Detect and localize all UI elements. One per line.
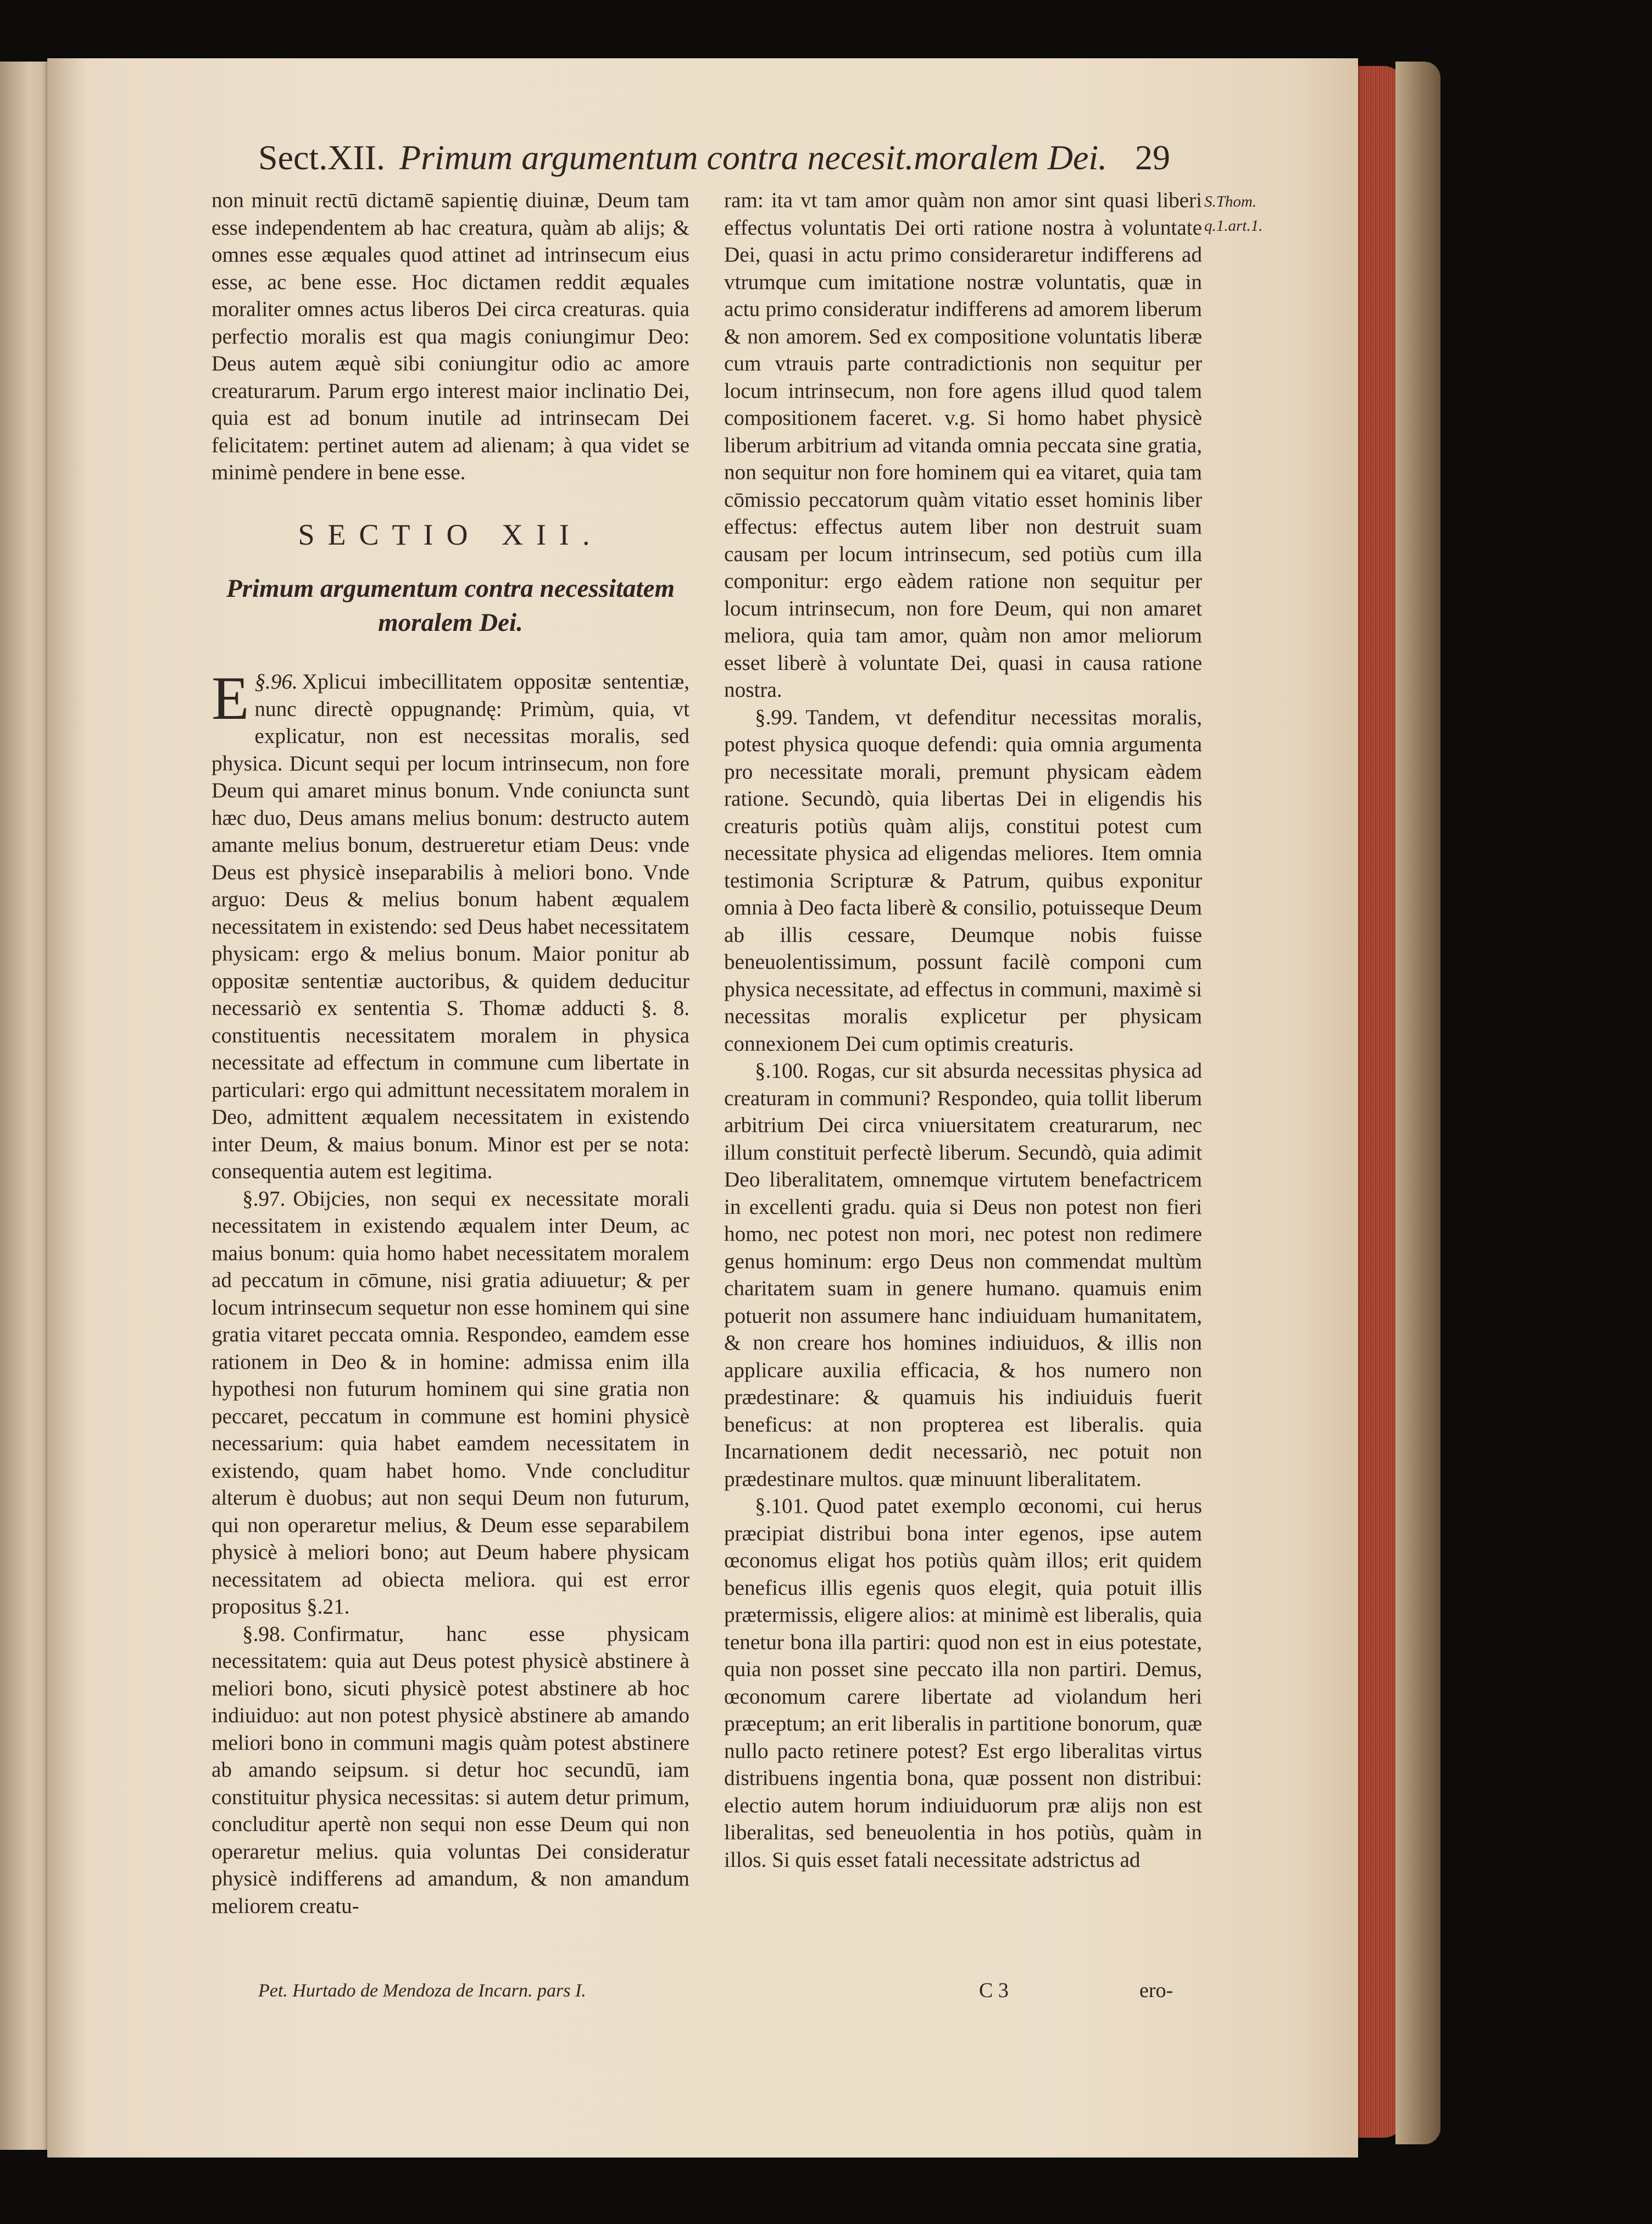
paragraph-text: Xplicui imbecillitatem oppositæ sententiæ, nunc directè oppugnandę: Primùm, quia, vt explicatur, non est necessitas moralis, sed physica. Dicunt sequi per locum intrinsecum, non fore Deum qui amaret minus bonum. Vnde coniuncta sunt hæc duo, Deus amans melius bonum: destructo autem amante melius bonum, destrueretur etiam Deus: vnde Deus est physicè inseparabilis à meliori bono. Vnde arguo: Deus & melius bonum habent æqualem necessitatem in existendo: sed Deus habet necessitatem physicam: ergo & melius bonum. Maior ponitur ab oppositæ sententiæ auctoribus, & quidem deducitur necessariò ex sententia S. Thomæ adducti §. 8. constituentis necessitatem moralem in physica necessitate ad effectum in commune cum libertate in particulari: ergo qui admittunt necessitatem moralem in Deo, admittent æqualem necessitatem in existendo inter Deum, & maius bonum. Minor est per se nota: consequentia autem est legitima. <box>212 670 689 1183</box>
drop-cap: E <box>212 664 249 733</box>
paragraph-text: Obijcies, non sequi ex necessitate morali necessitatem in existendo æqualem inter Deum, ac maius bonum: quia homo habet necessitatem moralem ad peccatum in cōmune, nisi gratia adiuuetur; & per locum intrinsecum sequetur non esse hominem qui sine gratia vitaret peccata omnia. Respondeo, eamdem esse rationem in Deo & in homine: admissa enim illa hypothesi non futurum hominem qui sine gratia non peccaret, peccatum in commune est homini physicè necessarium: quia habet eamdem necessitatem in existendo, quam habet homo. Vnde concluditur alterum è duobus; aut non sequi Deum non futurum, qui non operaretur melius, & Deum esse separabilem physicè à meliori bono; aut Deum habere physicam necessitatem ad obiecta meliora. qui est error propositus §.21. <box>212 1186 689 1618</box>
paragraph-number: §.99. <box>755 705 798 729</box>
section-title: Primum argumentum contra necessitatem moralem Dei. <box>226 574 675 637</box>
running-header <box>258 137 1170 178</box>
paragraph-number: §.97. <box>242 1186 286 1211</box>
paragraph-97 <box>212 1185 689 1621</box>
paragraph-96 <box>212 664 689 1185</box>
paragraph-101 <box>724 1493 1202 1873</box>
paragraph-continued: non minuit rectū dictamē sapientię diuinæ, Deum tam esse independentem ab hac creatura, quàm ab alijs; & omnes esse æquales quod attinet ad intrinsecum eius esse, ac bene esse. Hoc dictamen reddit æquales moraliter omnes actus liberos Dei circa creaturas. quia perfectio moralis est qua magis coniungimur Deo: Deus autem æquè sibi coniungitur odio ac amore creaturarum. Parum ergo interest maior inclinatio Dei, quia est ad bonum inutile ad intrinsecam Dei felicitatem: pertinet autem ad alienam; à qua videt se minimè pendere in bene esse. <box>212 188 689 484</box>
paragraph-99 <box>724 704 1202 1058</box>
paragraph-98 <box>212 1621 689 1920</box>
paragraph-continued: ram: ita vt tam amor quàm non amor sint quasi liberi effectus voluntatis Dei orti ratione nostra à voluntate Dei, quasi in actu primo consideraretur indifferens ad vtrumque cum imitatione nostræ voluntatis, quæ in actu primo consideratur indifferens ad amorem liberum & non amorem. Sed ex compositione voluntatis liberæ cum vtrauis parte contradictionis non sequitur per locum intrinsecum, non fore agens illud quod talem compositionem faceret. v.g. Si homo habet physicè liberum arbitrium ad vitanda omnia peccata sine gratia, non sequitur non fore hominem qui ea vitaret, quia tam cōmissio peccatorum quàm vitatio esset hominis liber effectus: effectus autem liber non destruit suam causam per locum intrinsecum, sed potiùs cum illa componitur: ergo eàdem ratione non sequitur per locum intrinsecum, non fore Deum, qui non amaret meliora, quia tam amor, quàm non amor meliorum esset liberè à voluntate Dei, quasi in causa ratione nostra. <box>724 188 1202 702</box>
paragraph-number: §.98. <box>242 1622 286 1646</box>
paragraph-number: §.100. <box>755 1059 809 1083</box>
header-title: Primum argumentum contra necesit.moralem Dei. <box>399 138 1108 177</box>
paragraph-number: §.101. <box>755 1494 809 1518</box>
paragraph-text: Quod patet exemplo œconomi, cui herus præcipiat distribui bona inter egenos, ipse autem œconomus eligat hos potiùs quàm illos; erit quidem beneficus illis egenis quos elegit, quia potuit illis prætermissis, eligere alios: at minimè est liberalis, quia tenetur bona illa partiri: quod non est in eius potestate, quia non posset sine peccato illa non partiri. Demus, œconomum carere libertate ad violandum heri præceptum; an erit liberalis in partitione bonorum, quæ nullo pacto retinere potest? Est ergo liberalitas virtus distribuens ingentia bona, quæ possent non distribui: electio autem horum indiuiduorum præ alijs non est liberalitas, sed beneuolentia in hos potiùs, quàm in illos. Si quis esset fatali necessitate adstrictus ad <box>724 1494 1202 1872</box>
facing-page-edge <box>0 62 53 2150</box>
marginal-note: S.Thom. q.1.art.1. <box>1204 193 1263 235</box>
left-column <box>212 187 689 1920</box>
book-cover-edge <box>1395 62 1440 2144</box>
paragraph-100 <box>724 1057 1202 1493</box>
section-heading: SECTIO XII. <box>298 518 603 551</box>
right-column <box>724 187 1202 1873</box>
paragraph-text: Confirmatur, hanc esse physicam necessitatem: quia aut Deus potest physicè abstinere à meliori bono, sicuti physicè potest abstinere ab hoc indiuiduo: aut non potest physicè abstinere ab amando meliori bono in communi magis quàm potest abstinere ab amando seipsum. si detur hoc secundū, iam constituitur physica necessitas: si autem detur primum, concluditur apertè non sequi non esse Deum qui non operaretur melius. quia voluntas Dei consideratur physicè indifferens ad amandum, & non amandum meliorem creatu- <box>212 1622 689 1918</box>
paragraph-text: Tandem, vt defenditur necessitas moralis, potest physica quoque defendi: quia omnia argumenta pro necessitate morali, premunt physicam eàdem ratione. Secundò, quia libertas Dei in eligendis his creaturis potiùs quàm alijs, constitui potest cum necessitate physica ad eligendas meliores. Item omnia testimonia Scripturæ & Patrum, quibus exponitur omnia à Deo facta liberè & consilio, potuisseque Deum ab illis cessare, Deumque nobis fuisse beneuolentissimum, possunt facilè componi cum physica necessitate, ad effectus in communi, maximè si necessitas moralis explicetur per physicam connexionem Dei cum optimis creaturis. <box>724 705 1202 1056</box>
paragraph-text: Rogas, cur sit absurda necessitas physica ad creaturam in communi? Respondeo, quia tollit liberum arbitrium Dei circa vniuersitatem creaturarum, nec illum constituit perfectè liberum. Secundò, quia adimit Deo liberalitatem, omnemque virtutem benefactricem in excellenti gradu. quia si Deus non potest non fieri homo, nec potest non mori, nec potest non redimere genus hominum: ergo Deus non commendat multùm charitatem suam in genere humano. quamuis enim potuerit non assumere hanc indiuiduam humanitatem, & non creare hos homines indiuiduos, & illis non applicare auxilia efficacia, & hos numero non prædestinare: & quamuis his indiuiduis fuerit beneficus: at non propterea est liberalis. quia Incarnationem dedit necessariò, nec potuit non prædestinare multos. quæ minuunt liberalitatem. <box>724 1059 1202 1491</box>
signature-mark: C 3 <box>979 1979 1009 2002</box>
page-number: 29 <box>1135 138 1170 177</box>
catchword: ero- <box>1139 1979 1173 2002</box>
footer-imprint: Pet. Hurtado de Mendoza de Incarn. pars I. <box>258 1981 586 2001</box>
paragraph-number: §.96. <box>254 670 298 694</box>
header-section: Sect.XII. <box>258 138 386 177</box>
